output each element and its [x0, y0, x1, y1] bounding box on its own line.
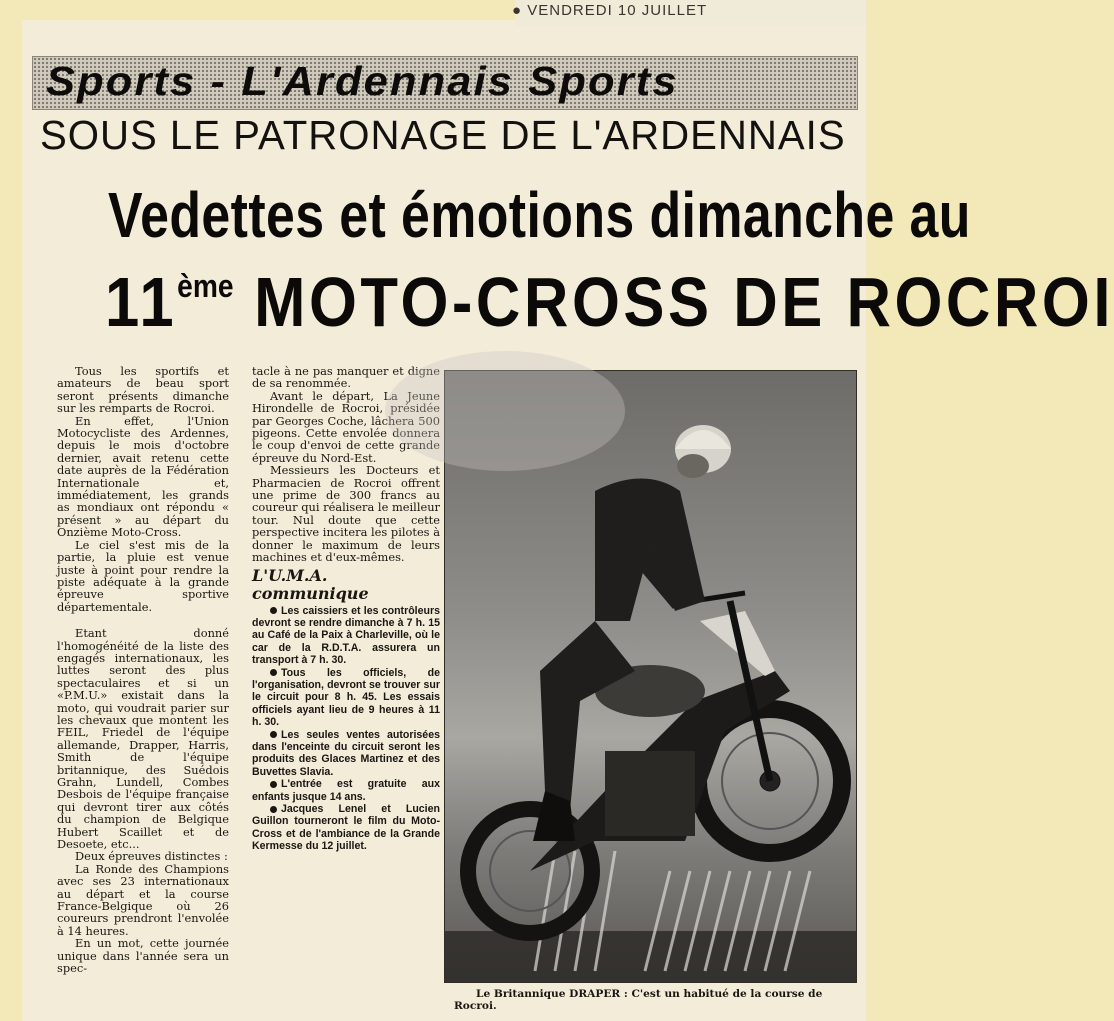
paragraph: En un mot, cette journée unique dans l'année sera un spec- — [57, 936, 229, 976]
paragraph: Le ciel s'est mis de la partie, la pluie est venue juste à point pour rendre la piste adéquate à la grande épreuve sportive départementale. — [57, 537, 229, 614]
kicker-headline: SOUS LE PATRONAGE DE L'ARDENNAIS — [40, 112, 846, 158]
banner-title: Sports - L'Ardennais Sports — [46, 58, 679, 104]
uma-item: Tous les officiels, de l'organisation, devront se trouver sur le circuit pour 8 h. 45. Les essais officiels ayant lieu de 9 heures à 11 h. 30. — [252, 666, 440, 729]
paragraph: Etant donné l'homogénéité de la liste des engagés internationaux, les luttes seront des plus spectaculaires et si un «P.M.U.» existait dans la moto, qui voudrait parier sur les chevaux que montent les FEIL, Friedel de l'équipe allemande, Drapper, Harris, Smith de l'équipe britannique, des Suédois Grahn, Lundell, Combes Desbois de l'équipe française qui devront tirer aux côtés du champion de Belgique Hubert Scaillet et de Desoete, etc... — [57, 626, 229, 852]
paragraph: Deux épreuves distinctes : — [75, 849, 228, 864]
bullet-icon — [270, 731, 277, 738]
article-column-1 — [57, 364, 229, 976]
photo-caption: Le Britannique DRAPER : C'est un habitué de la course de Rocroi. — [454, 988, 823, 1012]
headline-number: 11 — [105, 263, 178, 341]
headline-event: MOTO-CROSS DE ROCROI — [254, 263, 1114, 341]
main-headline-line2 — [105, 262, 1114, 342]
paragraph: Messieurs les Docteurs et Pharmacien de Rocroi offrent une prime de 300 francs au coureur qui réalisera le meilleur tour. Nul doute que cette perspective incitera les pilotes à donner le maximum de leurs machines et d'eux-mêmes. — [252, 463, 440, 565]
bullet-icon — [270, 781, 277, 788]
main-headline-line1: Vedettes et émotions dimanche au — [108, 179, 971, 251]
uma-item: Jacques Lenel et Lucien Guillon tourneront le film du Moto-Cross et de l'ambiance de la Grande Kermesse du 12 juillet. — [252, 803, 440, 853]
paragraph: En effet, l'Union Motocycliste des Ardennes, depuis le mois d'octobre dernier, avait retenu cette date auprès de la Fédération Internationale et, immédiatement, les grands as mondiaux ont répondu « présent » au départ du Onzième Moto-Cross. — [57, 413, 229, 540]
helmet — [675, 425, 731, 478]
paragraph: Tous les sportifs et amateurs de beau sport seront présents dimanche sur les remparts de Rocroi. — [57, 364, 229, 416]
dateline: ● VENDREDI 10 JUILLET — [512, 2, 708, 19]
bullet-icon — [270, 607, 277, 614]
motocross-photo — [444, 370, 857, 983]
uma-item: Les caissiers et les contrôleurs devront se rendre dimanche à 7 h. 15 au Café de la Paix à Charleville, où le car de la R.D.T.A. assurera un transport à 7 h. 30. — [252, 604, 440, 667]
paragraph: tacle à ne pas manquer et digne de sa renommée. — [252, 364, 440, 391]
uma-subheading: L'U.M.A. communique — [252, 565, 369, 603]
bullet-icon — [270, 669, 277, 676]
paragraph: La Ronde des Champions avec ses 23 internationaux au départ et la course France-Belgique où 26 coureurs prendront l'envolée à 14 heures. — [57, 861, 229, 938]
bullet-icon — [270, 806, 277, 813]
uma-item: Les seules ventes autorisées dans l'enceinte du circuit seront les produits des Glaces Martinez et des Buvettes Slavia. — [252, 728, 440, 778]
paragraph: Avant le départ, La Jeune Hirondelle de Rocroi, présidée par Georges Coche, lâchera 500 pigeons. Cette envolée donnera le coup d'envoi de cette grande épreuve du Nord-Est. — [252, 388, 440, 465]
uma-item: L'entrée est gratuite aux enfants jusque 14 ans. — [252, 778, 440, 803]
rider-illustration — [445, 371, 856, 982]
headline-superscript: ème — [177, 268, 234, 304]
